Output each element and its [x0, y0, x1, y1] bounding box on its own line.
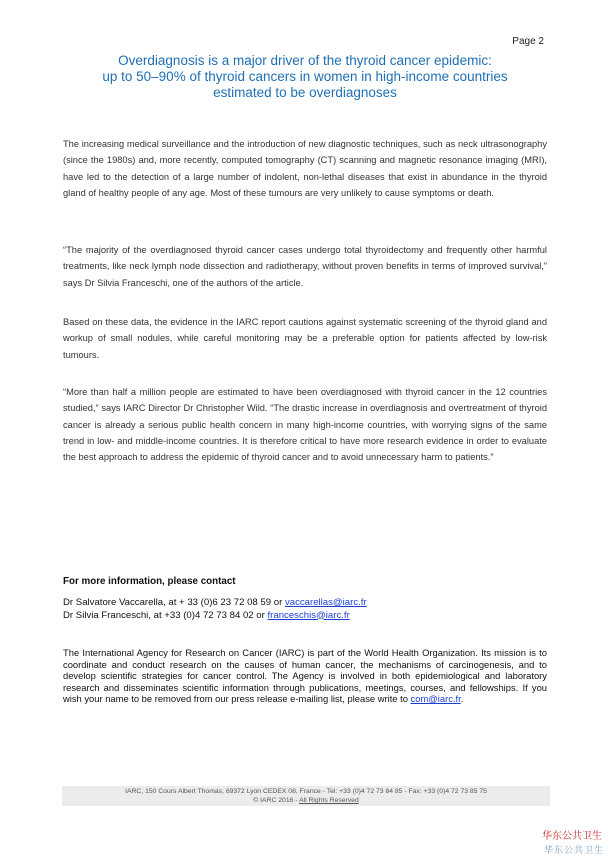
- title-line: Overdiagnosis is a major driver of the thyroid cancer epidemic:: [118, 53, 492, 68]
- watermark-logo: 华东公共卫生: [542, 831, 602, 842]
- rights-link[interactable]: All Rights Reserved: [299, 797, 359, 804]
- contact-section: [63, 576, 547, 622]
- watermark-text: 华东公共卫生: [543, 846, 604, 856]
- document-title: [60, 53, 550, 101]
- contact-line: [63, 610, 547, 623]
- body-paragraph: “The majority of the overdiagnosed thyroid cancer cases undergo total thyroidectomy and frequently other harmful treatments, like neck lymph node dissection and radiotherapy, without proven benefits in terms of improved survival,” says Dr Silvia Franceschi, one of the authors of the article.: [63, 245, 547, 288]
- footer-copyright: [62, 796, 550, 805]
- body-paragraph: The increasing medical surveillance and the introduction of new diagnostic techniques, such as neck ultrasonography (since the 1980s) and, more recently, computed tomography (CT) scanning and magnetic resonance imaging (MRI), have led to the detection of a large number of indolent, non-lethal diseases that exist in abundance in the thyroid gland of healthy people of any age. Most of these tumours are very unlikely to cause symptoms or death.: [63, 139, 547, 198]
- contact-text: Dr Silvia Franceschi, at +33 (0)4 72 73 84 02 or: [63, 609, 268, 621]
- body-paragraph: “More than half a million people are estimated to have been overdiagnosed with thyroid cancer in the 12 countries studied,” says IARC Director Dr Christopher Wild. “The drastic increase in overdiagnosis and overtreatment of thyroid cancer is already a serious public health concern in many high-income countries, with worrying signs of the same trend in low- and middle-income countries. It is therefore critical to have more research evidence in order to evaluate the best approach to address the epidemic of thyroid cancer and to avoid unnecessary harm to patients.”: [63, 387, 547, 463]
- title-line: up to 50–90% of thyroid cancers in women in high-income countries: [102, 69, 508, 84]
- about-iarc-paragraph: [63, 647, 547, 705]
- email-link-franceschi[interactable]: franceschis@iarc.fr: [267, 609, 350, 621]
- body-paragraph: Based on these data, the evidence in the IARC report cautions against systematic screening of the thyroid gland and workup of small nodules, while careful monitoring may be a preferable option for patients affected by low-risk tumours.: [63, 317, 547, 360]
- page-number: Page 2: [512, 36, 544, 47]
- contact-text: Dr Salvatore Vaccarella, at + 33 (0)6 23 72 08 59 or: [63, 597, 285, 608]
- title-line: estimated to be overdiagnoses: [213, 85, 397, 100]
- email-link-vaccarella[interactable]: vaccarellas@iarc.fr: [284, 597, 367, 608]
- footer-bar: [62, 786, 550, 806]
- about-text: The International Agency for Research on Cancer (IARC) is part of the World Health Organization. Its mission is to coordinate and conduct research on the causes of human cancer, the mechanisms of carcinogenesis, and to develop scientific strategies for cancer control. The Agency is involved in both epidemiological and laboratory research and disseminates scientific information through publications, meetings, courses, and fellowships. If you wish your name to be removed from our press release e-mailing list, please write to: [63, 647, 547, 705]
- contact-heading: For more information, please contact: [63, 576, 236, 587]
- about-end: .: [460, 693, 464, 705]
- copyright-text: © IARC 2016 -: [253, 797, 300, 804]
- email-link-com[interactable]: com@iarc.fr: [410, 693, 461, 705]
- contact-line: [63, 597, 547, 610]
- footer-address: IARC, 150 Cours Albert Thomas, 69372 Lyon CEDEX 08, France - Tel: +33 (0)4 72 73 84 85 - Fax: +33 (0)4 72 73 85 75: [125, 788, 487, 795]
